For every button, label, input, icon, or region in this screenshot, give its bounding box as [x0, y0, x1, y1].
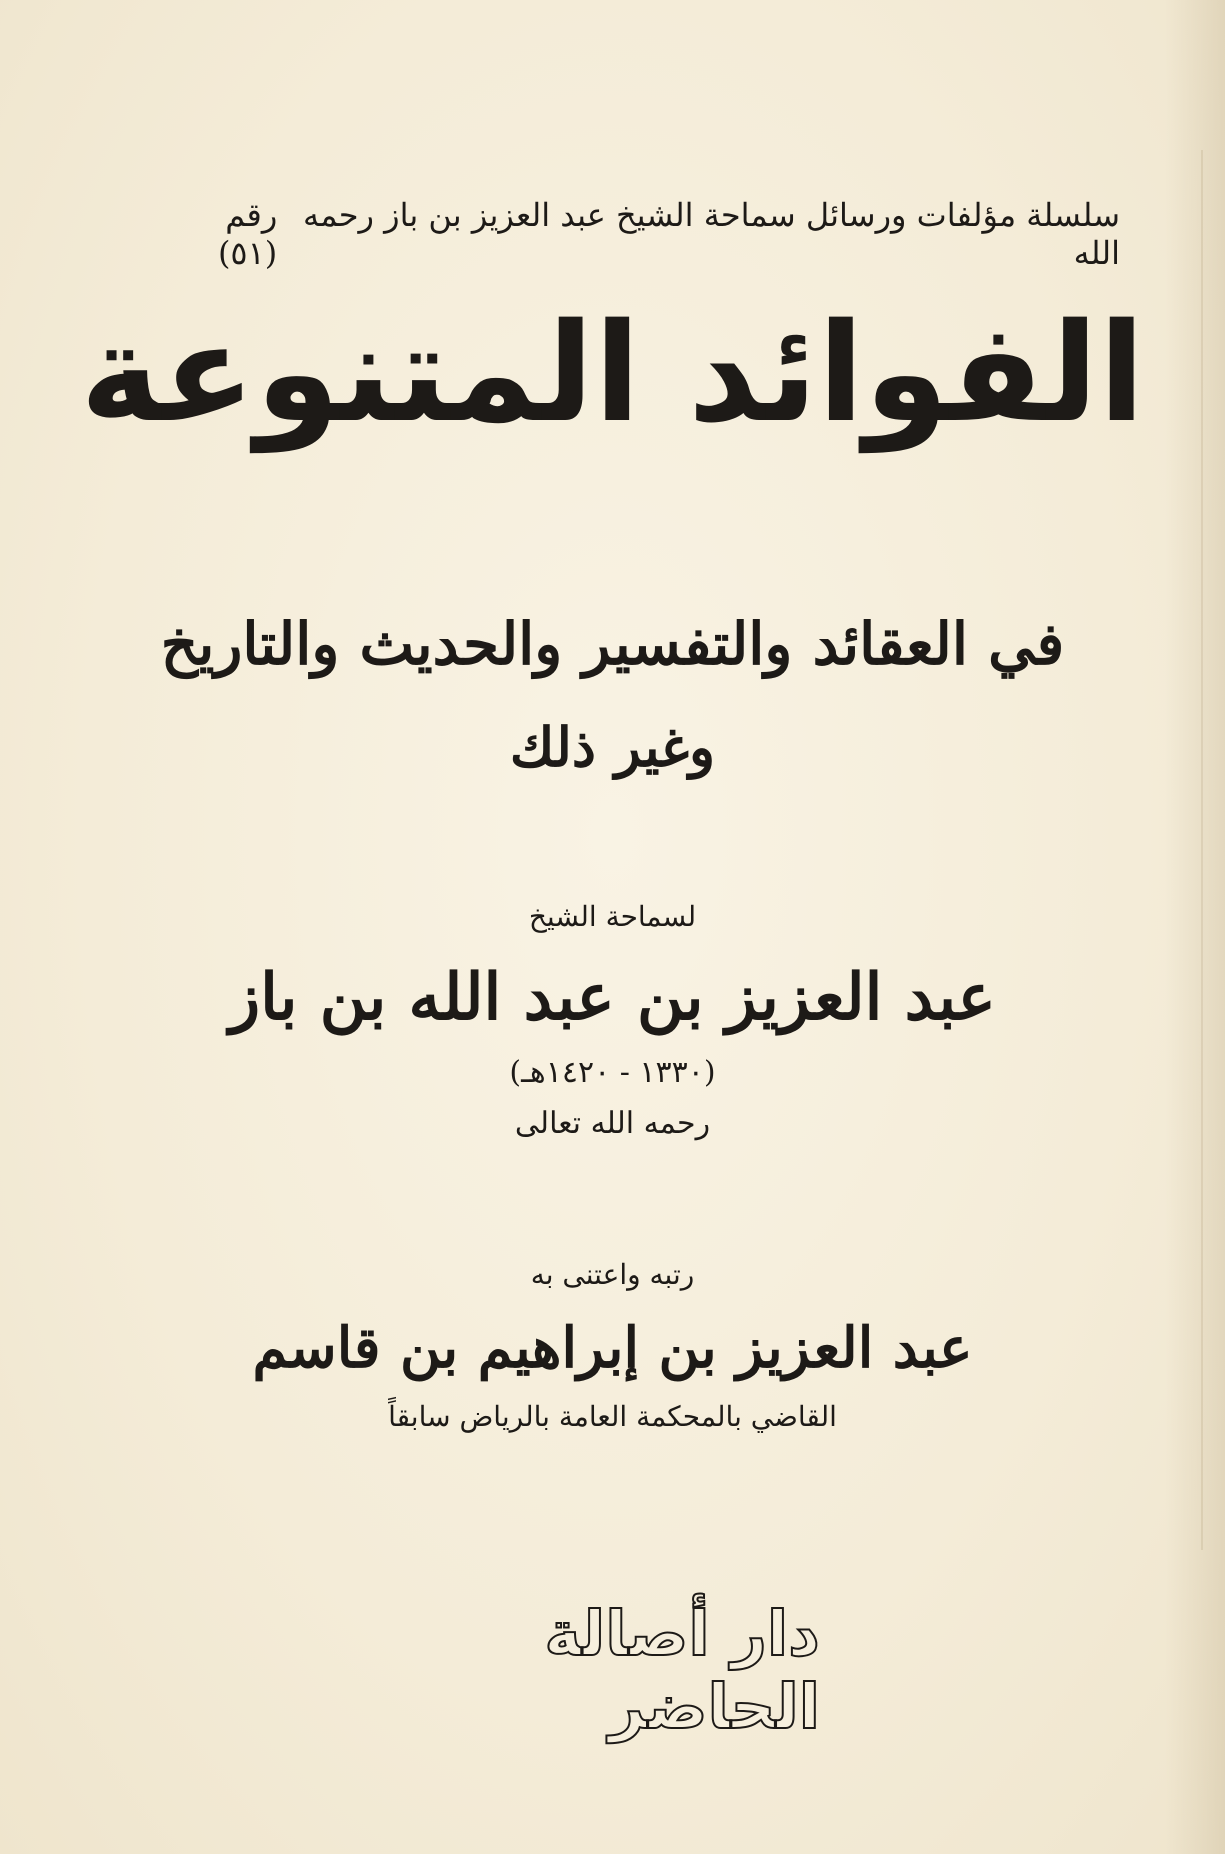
series-title: سلسلة مؤلفات ورسائل سماحة الشيخ عبد العزيز بن باز رحمه الله [303, 196, 1120, 272]
editor-role: القاضي بالمحكمة العامة بالرياض سابقاً [388, 1400, 837, 1433]
author-dates: (١٣٣٠ - ١٤٢٠هـ) [509, 1055, 716, 1090]
subtitle-line-2: وغير ذلك [509, 715, 716, 779]
series-header [160, 196, 1120, 272]
editor-label: رتبه واعتنى به [530, 1258, 695, 1291]
publisher-logo [480, 1597, 820, 1743]
series-number: رقم (٥١) [217, 196, 278, 272]
author-mercy-phrase: رحمه الله تعالى [514, 1106, 711, 1141]
author-by-label: لسماحة الشيخ [528, 900, 697, 933]
editor-name: عبد العزيز بن إبراهيم بن قاسم [252, 1315, 973, 1381]
book-title: الفوائد المتنوعة [80, 295, 1145, 453]
author-name: عبد العزيز بن عبد الله بن باز [229, 960, 996, 1035]
publisher-name: دار أصالة الحاضر [544, 1597, 820, 1743]
subtitle-line-1: في العقائد والتفسير والحديث والتاريخ [160, 610, 1065, 678]
